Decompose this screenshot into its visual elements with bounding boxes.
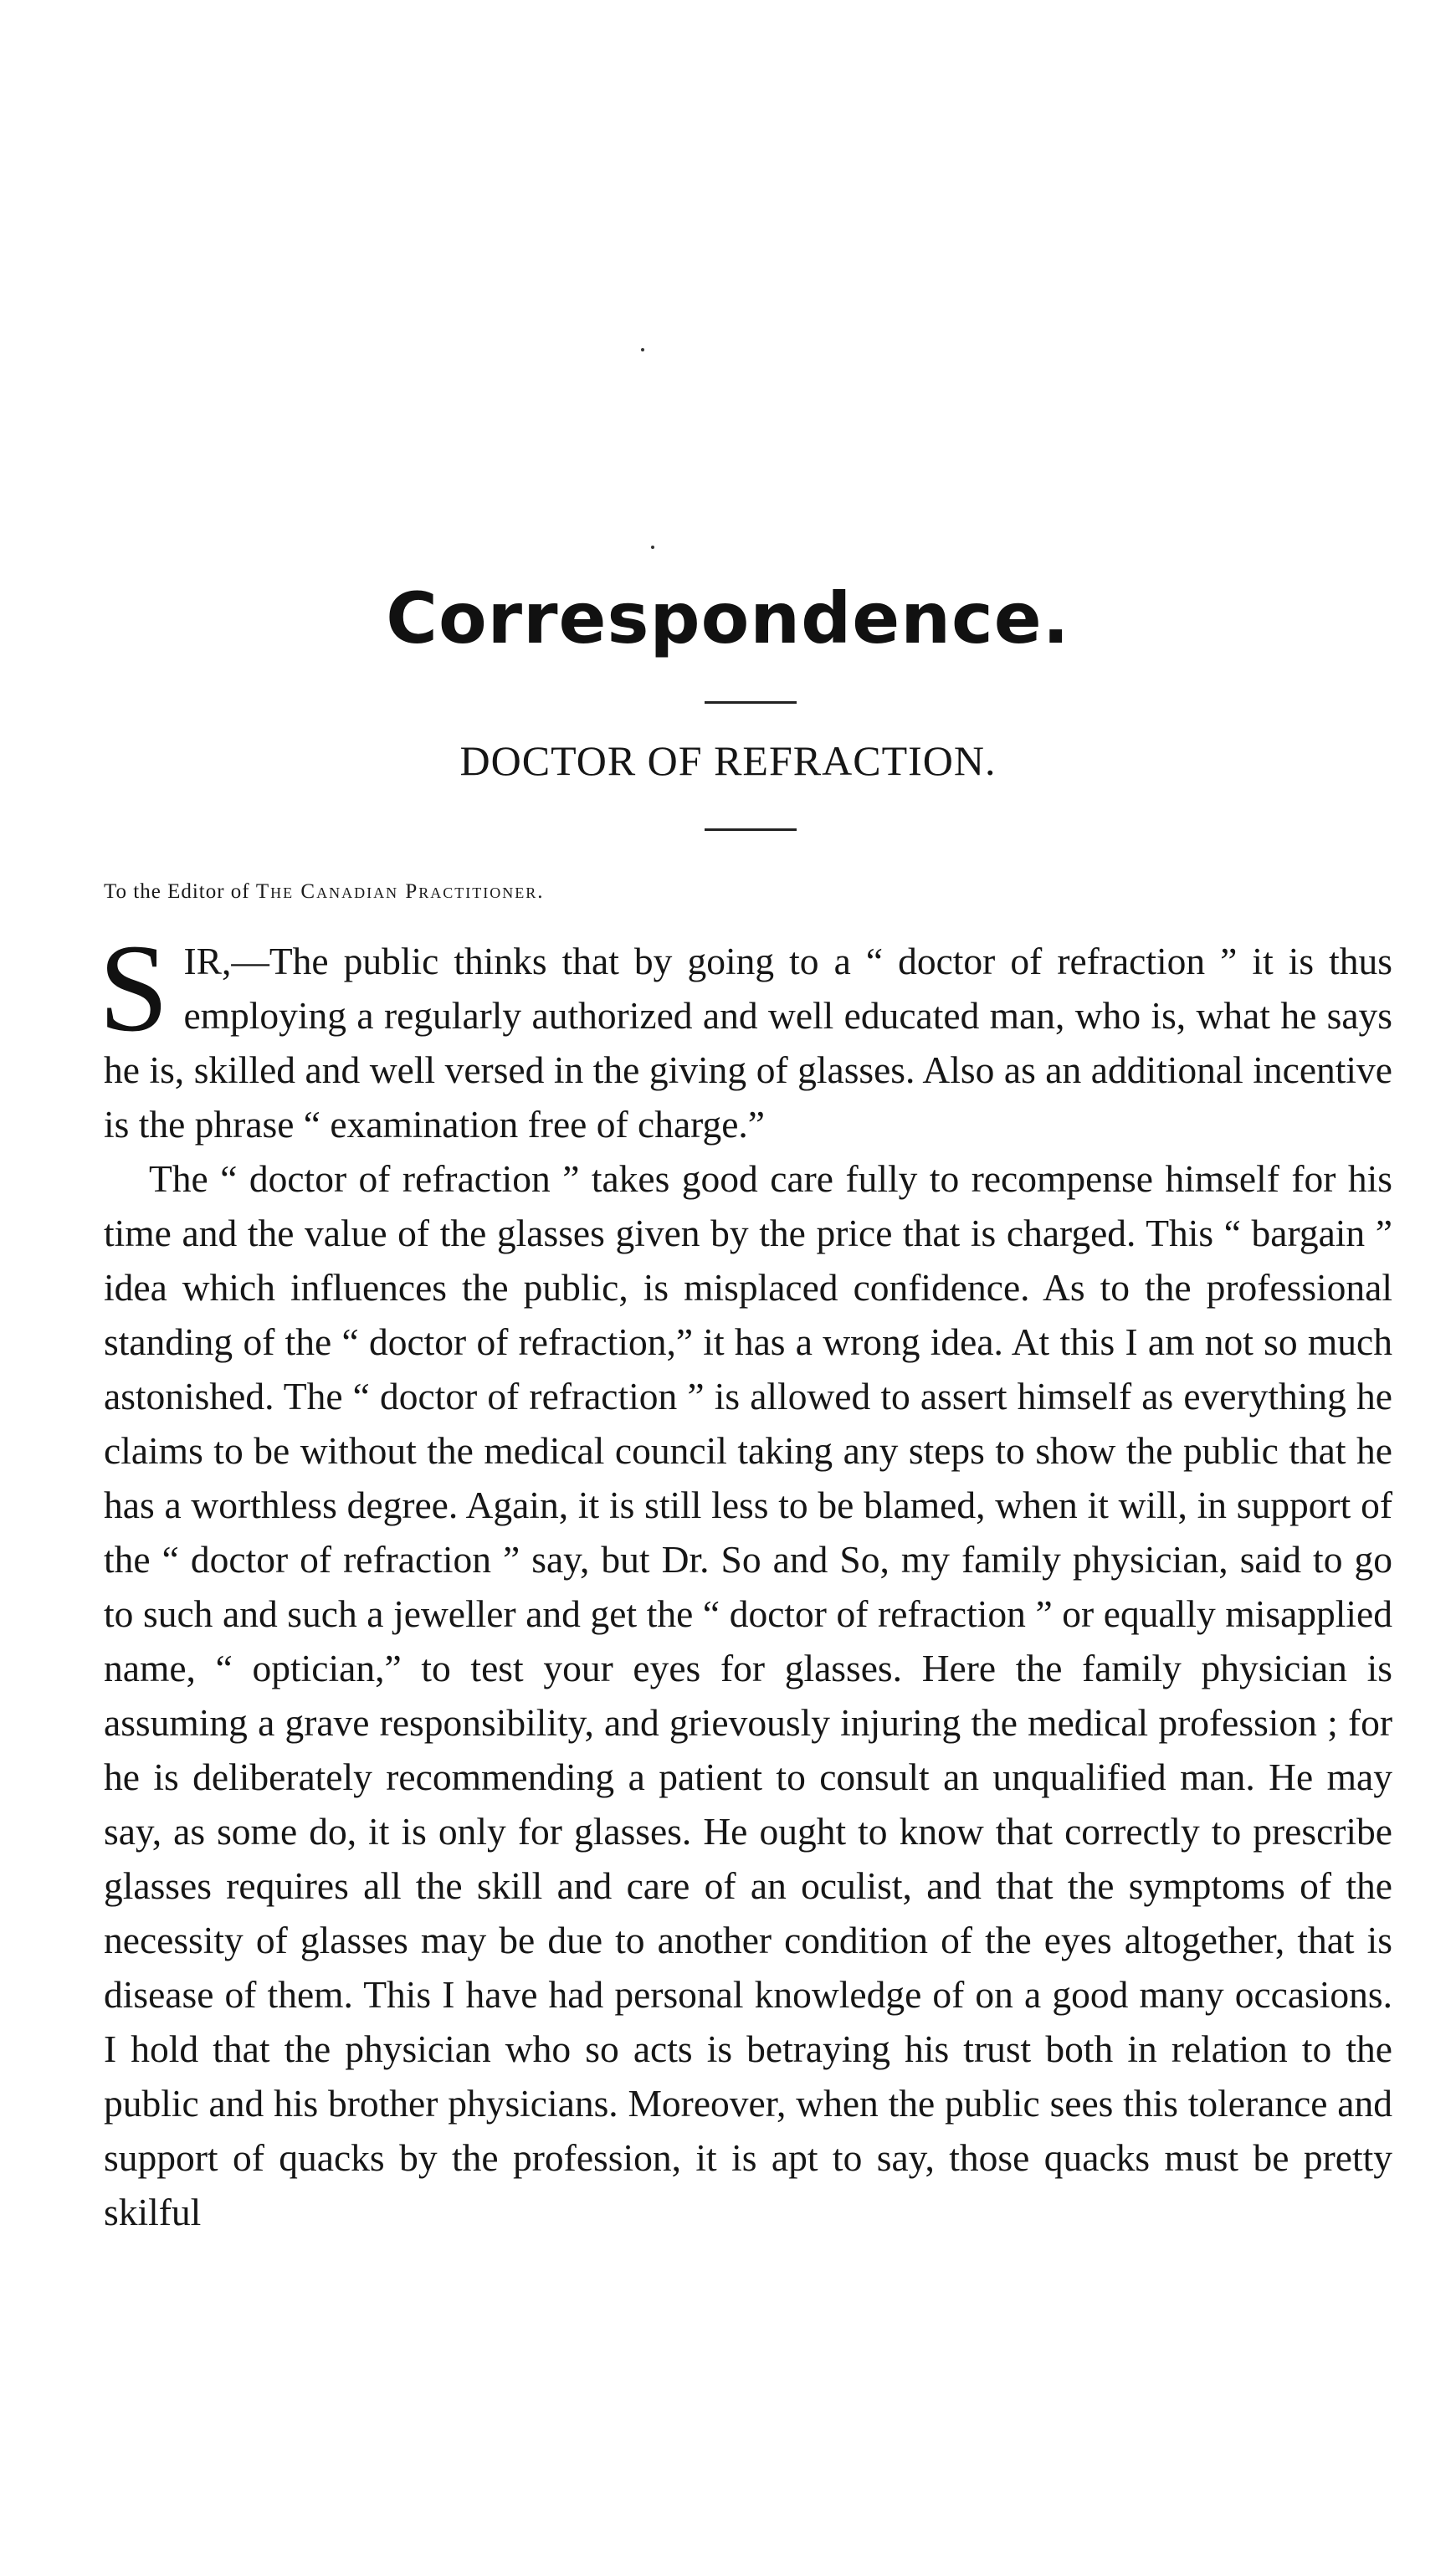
letter-body (99, 919, 1392, 2239)
section-heading: Correspondence. (386, 577, 1070, 659)
editor-address (104, 880, 544, 904)
first-paragraph (99, 919, 1392, 1151)
print-speck (651, 546, 654, 549)
first-paragraph-text: IR,—The public thinks that by going to a “ doctor of refraction ” it is thus employing a regularly authorized and well educated man, who is, what he says he is, skilled and well versed in the giving of glasses. Also as an additional incentive is the phrase “ examination free of charge.” (104, 940, 1392, 1146)
article-title: DOCTOR OF REFRACTION. (459, 737, 997, 784)
second-paragraph: The “ doctor of refraction ” takes good care fully to recompense himself for his time and the value of the glasses given by the price that is charged. This “ bargain ” idea which influences the public, is misplaced confidence. As to the professional standing of the “ doctor of refraction,” it has a wrong idea. At this I am not so much astonished. The “ doctor of refraction ” is allowed to assert himself as everything he claims to be without the medical council taking any steps to show the public that he has a worthless degree. Again, it is still less to be blamed, when it will, in support of the “ doctor of refraction ” say, but Dr. So and So, my family physician, said to go to such and such a jeweller and get the “ doctor of refraction ” or equally misapplied name, “ optician,” to test your eyes for glasses. Here the family physician is assuming a grave responsibility, and grievously injuring the medical profession ; for he is deliberately recommending a patient to consult an unqualified man. He may say, as some do, it is only for glasses. He ought to know that correctly to prescribe glasses requires all the skill and care of an oculist, and that the symptoms of the necessity of glasses may be due to another condition of the eyes altogether, that is disease of them. This I have had personal knowledge of on a good many occasions. I hold that the physician who so acts is betraying his trust both in relation to the public and his brother physicians. Moreover, when the public sees this tolerance and support of quacks by the profession, it is apt to say, those quacks must be pretty skilful (104, 1157, 1392, 2233)
print-speck (641, 348, 644, 351)
journal-name: The Canadian Practitioner. (255, 880, 545, 903)
title-rule (705, 828, 797, 831)
drop-cap: S (99, 919, 169, 1058)
address-prefix: To the Editor of (104, 880, 250, 903)
heading-rule (705, 701, 797, 704)
